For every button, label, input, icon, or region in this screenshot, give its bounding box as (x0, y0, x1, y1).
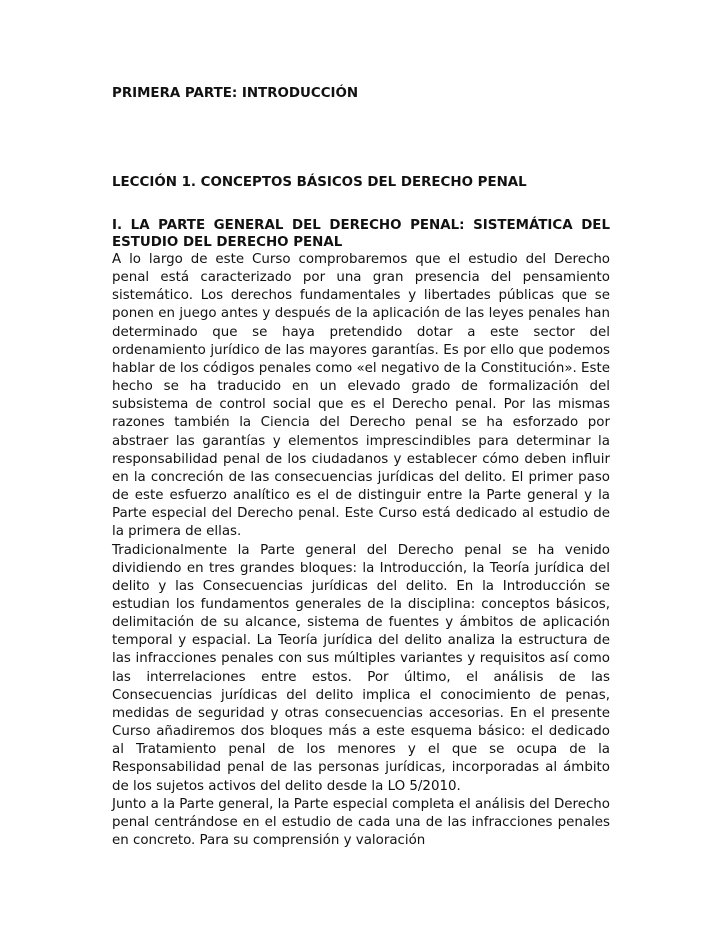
section-block (112, 217, 610, 850)
document-page (112, 0, 610, 932)
paragraph: Junto a la Parte general, la Parte especial completa el análisis del Derecho penal centrándose en el estudio de cada una de las infracciones penales en concreto. Para su comprensión y valoración (112, 796, 610, 848)
section-title: I. LA PARTE GENERAL DEL DERECHO PENAL: SISTEMÁTICA DEL ESTUDIO DEL DERECHO PENAL (112, 218, 610, 250)
lesson-title: LECCIÓN 1. CONCEPTOS BÁSICOS DEL DERECHO PENAL (112, 175, 527, 190)
paragraph: Tradicionalmente la Parte general del Derecho penal se ha venido dividiendo en tres grandes bloques: la Introducción, la Teoría jurídica del delito y las Consecuencias jurídicas del delito. En la Introducción se estudian los fundamentos generales de la disciplina: conceptos básicos, delimitación de su alcance, sistema de fuentes y ámbitos de aplicación temporal y espacial. La Teoría jurídica del delito analiza la estructura de las infracciones penales con sus múltiples variantes y requisitos así como las interrelaciones entre estos. Por último, el análisis de las Consecuencias jurídicas del delito implica el conocimiento de penas, medidas de seguridad y otras consecuencias accesorias. En el presente Curso añadiremos dos bloques más a este esquema básico: el dedicado al Tratamiento penal de los menores y el que se ocupa de la Responsabilidad penal de las personas jurídicas, incorporadas al ámbito de los sujetos activos del delito desde la LO 5/2010. (112, 542, 610, 794)
paragraph: A lo largo de este Curso comprobaremos que el estudio del Derecho penal está caracterizado por una gran presencia del pensamiento sistemático. Los derechos fundamentales y libertades públicas que se ponen en juego antes y después de la aplicación de las leyes penales han determinado que se haya pretendido dotar a este sector del ordenamiento jurídico de las mayores garantías. Es por ello que podemos hablar de los códigos penales como «el negativo de la Constitución». Este hecho se ha traducido en un elevado grado de formalización del subsistema de control social que es el Derecho penal. Por las mismas razones también la Ciencia del Derecho penal se ha esforzado por abstraer las garantías y elementos imprescindibles para determinar la responsabilidad penal de los ciudadanos y establecer cómo deben influir en la concreción de las consecuencias jurídicas del delito. El primer paso de este esfuerzo analítico es el de distinguir entre la Parte general y la Parte especial del Derecho penal. Este Curso está dedicado al estudio de la primera de ellas. (112, 252, 610, 540)
part-title: PRIMERA PARTE: INTRODUCCIÓN (112, 86, 359, 101)
